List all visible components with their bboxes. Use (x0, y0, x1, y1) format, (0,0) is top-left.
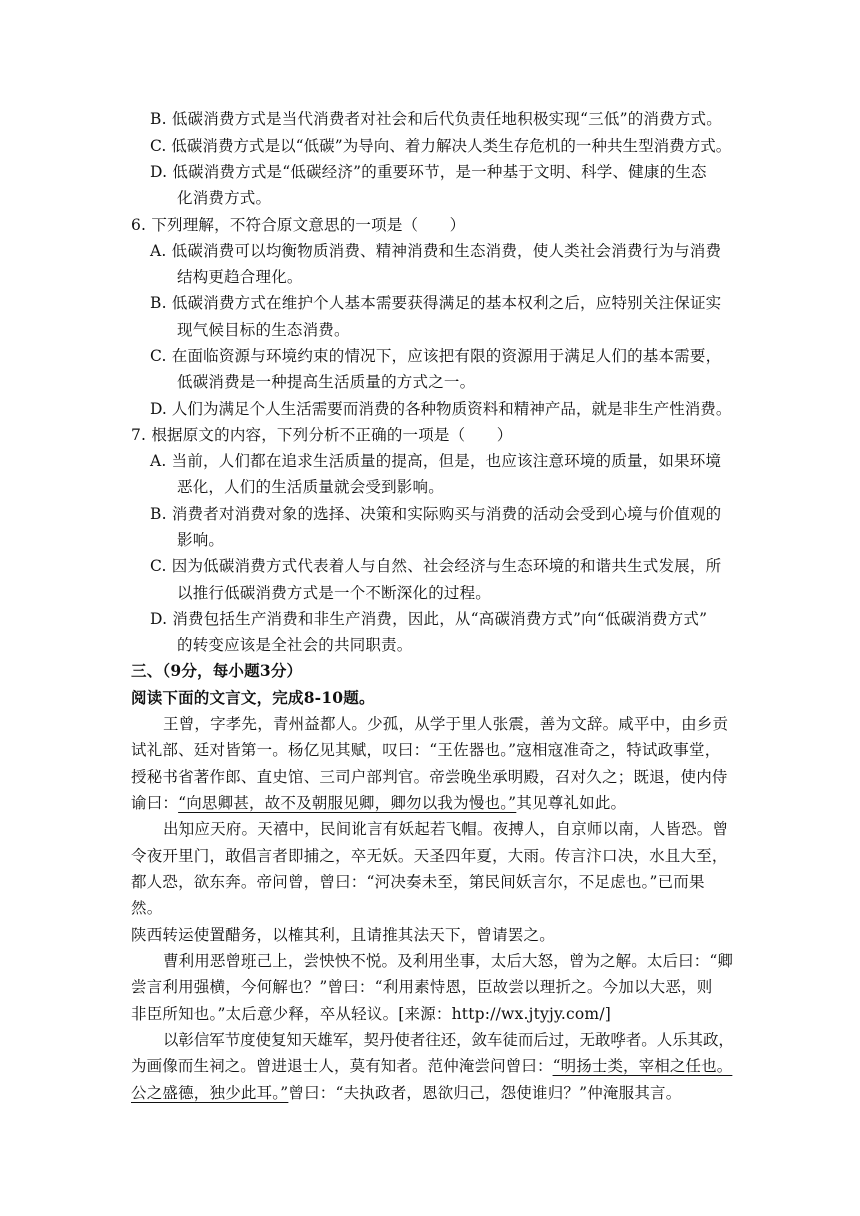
q5-option-c: C. 低碳消费方式是以“低碳”为导向、着力解决人类生存危机的一种共生型消费方式。 (150, 137, 732, 155)
q6-option-b-line1: B. 低碳消费方式在维护个人基本需要获得满足的基本权利之后，应特别关注保证实 (150, 294, 722, 312)
underlined-quote-2-cont: 公之盛德，独少此耳。” (131, 1084, 289, 1102)
q7-option-d-line2: 的转变应该是全社会的共同职责。 (177, 636, 413, 654)
q5-option-d-line2: 化消费方式。 (177, 189, 272, 207)
passage-p2-line3: 都人恐，欲东奔。帝问曾，曾曰：“河决奏未至，第民间妖言尔，不足虑也。”已而果 (131, 873, 705, 891)
q6-option-c-line1: C. 在面临资源与环境约束的情况下，应该把有限的资源用于满足人们的基本需要， (150, 347, 722, 365)
passage-p5-line3 (131, 1080, 681, 1106)
text-segment: 己上，尝怏怏不悦。及利用坐事，太后大怒，曾为之 (256, 952, 616, 970)
passage-p1-line4-prefix: 谕曰： (131, 794, 179, 812)
q7-stem: 7. 根据原文的内容，下列分析不正确的一项是（ ） (131, 426, 513, 444)
q7-option-c-line2: 以推行低碳消费方式是一个不断深化的过程。 (177, 584, 492, 602)
passage-p1-line4 (131, 790, 626, 816)
text-segment: 。太后曰：“卿 (631, 952, 733, 970)
q5-option-d-line1: D. 低碳消费方式是“低碳经济”的重要环节，是一种基于文明、科学、健康的生态 (150, 163, 707, 181)
text-segment: 者。人乐其政， (625, 1031, 734, 1049)
passage-p2-line1 (163, 816, 728, 842)
q6-option-a-line1: A. 低碳消费可以均衡物质消费、精神消费和生态消费，使人类社会消费行为与消费 (150, 242, 722, 260)
passage-p4-line1 (163, 948, 733, 974)
underlined-quote-1: “向思卿甚，故不及朝服见卿，卿勿以我为慢也。” (178, 794, 517, 812)
section3-heading: 三、（9分，每小题3分） (131, 661, 303, 680)
q7-option-b-line1: B. 消费者对消费对象的选择、决策和实际购买与消费的活动会受到心境与价值观的 (150, 505, 722, 523)
passage-p1-line3: 授秘书省著作郎、直史馆、三司户部判官。帝尝晚坐承明殿，召对久之；既退，使内侍 (131, 768, 728, 786)
passage-p5-line1 (163, 1027, 734, 1053)
q7-option-b-line2: 影响。 (177, 531, 225, 549)
passage-p1-line4-suffix: 其见尊礼如此。 (516, 794, 627, 812)
passage-p2-line4: 然。 (131, 899, 163, 917)
q7-option-a-line2: 恶化，人们的生活质量就会受到影响。 (177, 478, 444, 496)
dotted-char: 班 (241, 952, 257, 970)
q7-option-c-line1: C. 因为低碳消费方式代表着人与自然、社会经济与生态环境的和谐共生式发展，所 (150, 557, 722, 575)
dotted-char: 解 (615, 952, 632, 970)
q6-option-d: D. 人们为满足个人生活需要而消费的各种物质资料和精神产品，就是非生产性消费。 (150, 400, 732, 418)
passage-p1-line2: 试礼部、廷对皆第一。杨亿见其赋，叹曰：“王佐器也。”寇相寇准奇之，特试政事堂， (131, 741, 721, 759)
passage-p4-line3: 非臣所知也。”太后意少释，卒从轻议。[来源：http://wx.jtyjy.com/] (131, 1005, 611, 1023)
q6-option-b-line2: 现气候目标的生态消费。 (177, 321, 350, 339)
q6-option-c-line2: 低碳消费是一种提高生活质量的方式之一。 (177, 373, 476, 391)
text-segment: 为画像而生祠之。曾进退士人，莫有知者。范仲淹尝问曾曰： (131, 1057, 553, 1075)
text-segment: 曹利用恶曾 (163, 952, 242, 970)
passage-p2-line2: 令夜开里门，敢倡言者即捕之，卒无妖。天圣四年夏，大雨。传言汴口决，水且大至， (131, 847, 728, 865)
passage-p5-line2 (131, 1053, 732, 1079)
text-segment: 曾曰：“夫执政者，恩欲归己，怨使谁归？”仲淹服其言。 (288, 1084, 682, 1102)
dotted-char: 知 (178, 820, 195, 838)
passage-p1-line1: 王曾，字孝先，青州益都人。少孤，从学于里人张震，善为文辞。咸平中，由乡贡 (163, 715, 729, 733)
text-segment: 应天府。天禧中，民间讹言有妖起若飞帽。夜搏人，自京师以南，人皆恐。曾 (194, 820, 729, 838)
passage-p4-line2: 尝言利用强横，今何解也？”曾曰：“利用素恃恩，臣故尝以理折之。今加以大恶，则 (131, 978, 713, 996)
q7-option-a-line1: A. 当前，人们都在追求生活质量的提高，但是，也应该注意环境的质量，如果环境 (150, 452, 722, 470)
q6-stem: 6. 下列理解，不符合原文意思的一项是（ ） (131, 216, 466, 234)
passage-p3-line1: 陕西转运使置醋务，以榷其利，且请推其法天下，曾请罢之。 (131, 926, 555, 944)
q7-option-d-line1: D. 消费包括生产消费和非生产消费，因此，从“高碳消费方式”向“低碳消费方式” (150, 610, 708, 628)
section3-instruction: 阅读下面的文言文，完成8-10题。 (131, 688, 375, 707)
q6-option-a-line2: 结构更趋合理化。 (177, 268, 303, 286)
dotted-char: 哗 (610, 1031, 626, 1049)
text-segment: 以彰信军节度使复知天雄军，契丹使者往还，敛车徒而后过，无敢 (163, 1031, 611, 1049)
text-segment: 出 (163, 820, 179, 838)
q5-option-b: B. 低碳消费方式是当代消费者对社会和后代负责任地积极实现“三低”的消费方式。 (150, 110, 722, 128)
underlined-quote-2: “明扬士类，宰相之任也。 (552, 1057, 733, 1075)
